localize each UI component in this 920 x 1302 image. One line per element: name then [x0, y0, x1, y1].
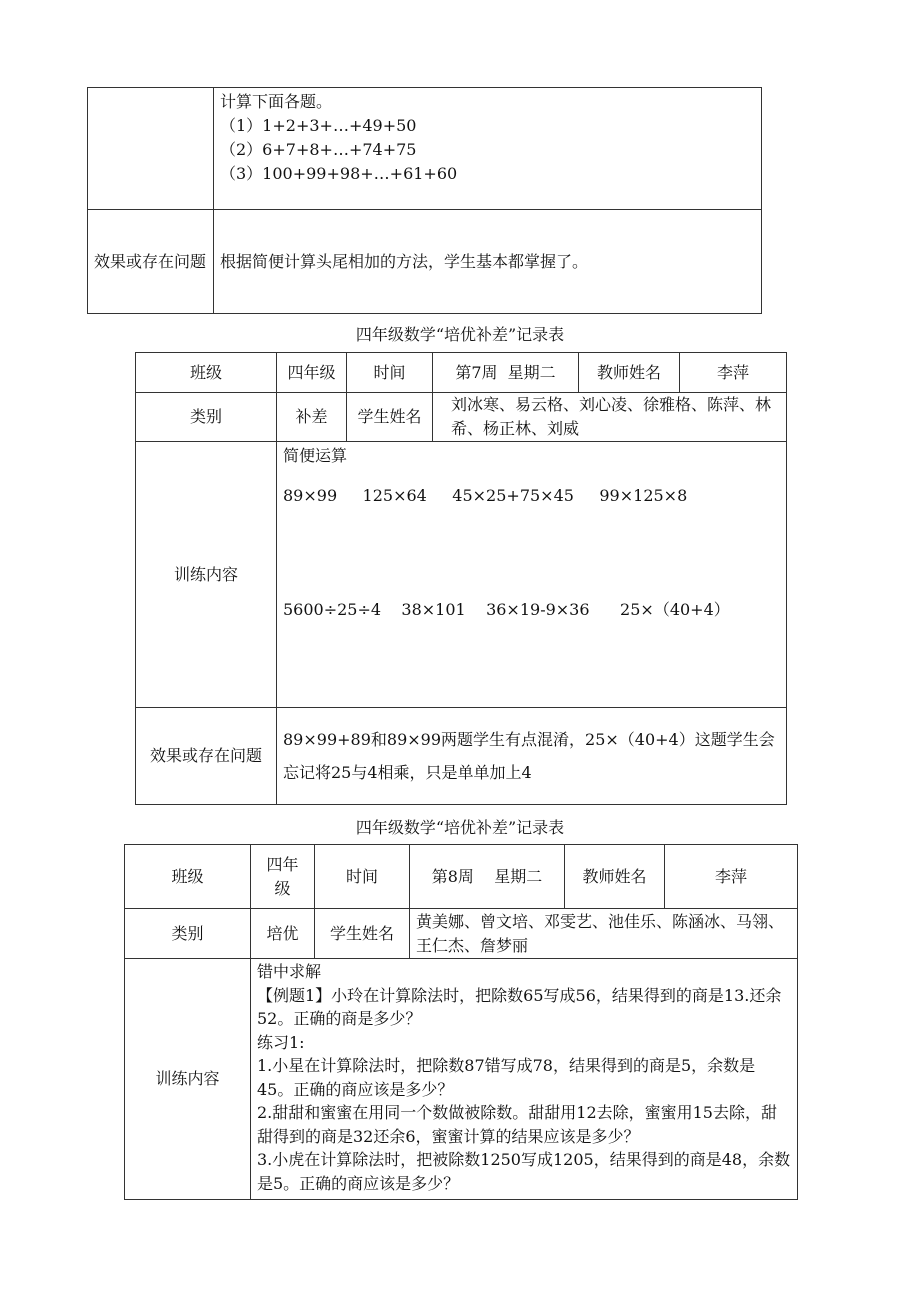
category-value: 培优: [251, 909, 315, 959]
task-line: （2）6+7+8+…+74+75: [220, 140, 417, 159]
record-title: 四年级数学“培优补差”记录表: [355, 818, 565, 837]
training-label: 训练内容: [125, 959, 251, 1200]
task-cell: [214, 88, 762, 210]
teacher-value: 李萍: [680, 353, 787, 393]
training-line: 错中求解: [257, 962, 322, 981]
training-line: 【例题1】小玲在计算除法时，把除数65写成56，结果得到的商是13.还余52。正确的商是多少？: [257, 985, 782, 1028]
empty-label-cell: [88, 88, 214, 210]
training-content: [277, 442, 787, 708]
class-label: 班级: [125, 845, 251, 909]
students-label: 学生姓名: [315, 909, 410, 959]
task-line: （3）100+99+98+…+61+60: [220, 164, 458, 183]
effect-text: 89×99+89和89×99两题学生有点混淆，25×（40+4）这题学生会忘记将25与4相乘，只是单单加上4: [277, 708, 787, 805]
students-value: 黄美娜、曾文培、邓雯艺、池佳乐、陈涵冰、马翎、王仁杰、詹梦丽: [410, 909, 798, 959]
students-value: 刘冰寒、易云格、刘心凌、徐雅格、陈萍、林希、杨正林、刘威: [433, 393, 787, 442]
time-value: 第7周 星期二: [433, 353, 579, 393]
category-value: 补差: [277, 393, 347, 442]
effect-label: 效果或存在问题: [88, 210, 214, 314]
record-title: 四年级数学“培优补差”记录表: [355, 325, 565, 344]
training-heading: 简便运算: [283, 446, 348, 465]
category-label: 类别: [125, 909, 251, 959]
class-value: 四年级: [251, 845, 315, 909]
training-row: 5600÷25÷4 38×101 36×19-9×36 25×（40+4）: [283, 600, 730, 619]
effect-text: 根据简便计算头尾相加的方法，学生基本都掌握了。: [214, 210, 762, 314]
time-label: 时间: [347, 353, 433, 393]
record-table-week8: [124, 844, 798, 1200]
training-line: 1.小星在计算除法时，把除数87错写成78，结果得到的商是5，余数是45。正确的商应该是多少？: [257, 1056, 756, 1099]
training-content: [251, 959, 798, 1200]
training-row: 89×99 125×64 45×25+75×45 99×125×8: [283, 486, 688, 505]
training-line: 2.甜甜和蜜蜜在用同一个数做被除数。甜甜用12去除，蜜蜜用15去除，甜甜得到的商是32还余6，蜜蜜计算的结果应该是多少？: [257, 1103, 777, 1146]
class-value: 四年级: [277, 353, 347, 393]
category-label: 类别: [136, 393, 277, 442]
teacher-value: 李萍: [665, 845, 798, 909]
time-label: 时间: [315, 845, 410, 909]
task-line: 计算下面各题。: [220, 92, 333, 111]
training-label: 训练内容: [136, 442, 277, 708]
students-label: 学生姓名: [347, 393, 433, 442]
training-line: 3.小虎在计算除法时，把被除数1250写成1205，结果得到的商是48，余数是5。正确的商应该是多少？: [257, 1150, 791, 1193]
teacher-label: 教师姓名: [565, 845, 665, 909]
training-line: 练习1:: [257, 1032, 305, 1052]
task-line: （1）1+2+3+…+49+50: [220, 116, 417, 135]
effect-label: 效果或存在问题: [136, 708, 277, 805]
class-label: 班级: [136, 353, 277, 393]
time-value: 第8周 星期二: [410, 845, 565, 909]
record-table-week7: [135, 352, 787, 805]
top-table: [87, 87, 762, 314]
teacher-label: 教师姓名: [579, 353, 680, 393]
